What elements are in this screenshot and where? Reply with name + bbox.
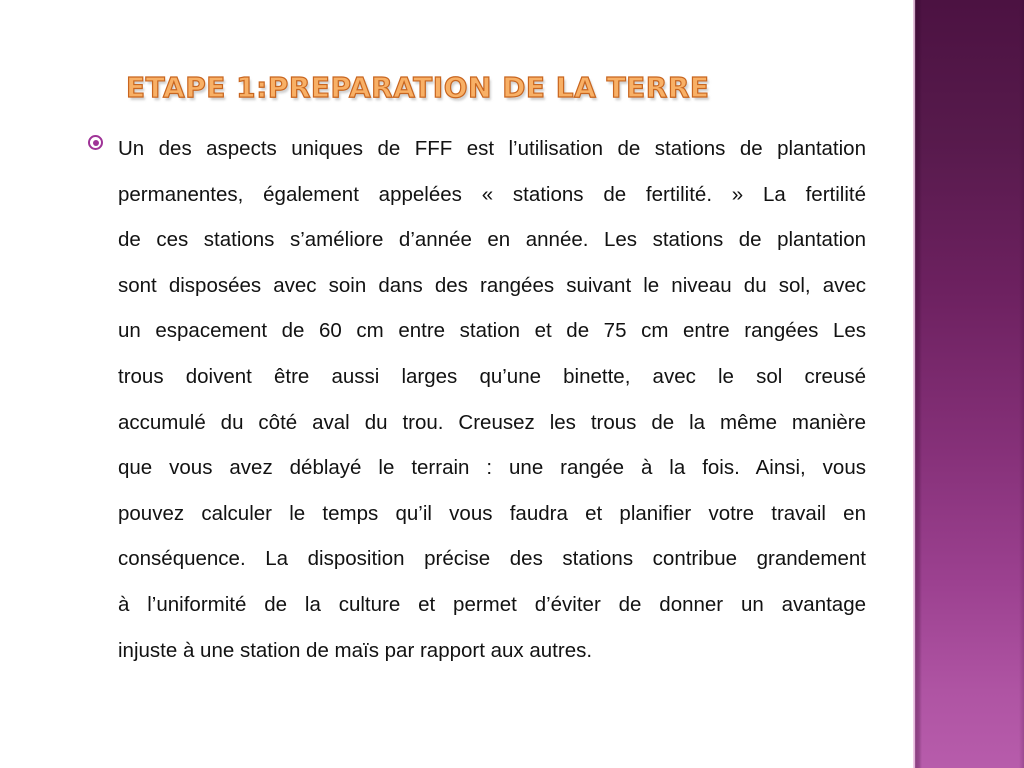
- paragraph: [118, 126, 866, 673]
- decorative-right-border: [913, 0, 1024, 768]
- paragraph-line: un espacement de 60 cm entre station et de 75 cm entre rangées Les: [118, 319, 866, 343]
- paragraph-line: de ces stations s’améliore d’année en année. Les stations de plantation: [118, 228, 866, 252]
- paragraph-line: injuste à une station de maïs par rapport aux autres.: [118, 638, 593, 662]
- target-circle-bullet-icon: [88, 135, 103, 150]
- paragraph-line: trous doivent être aussi larges qu’une binette, avec le sol creusé: [118, 364, 866, 388]
- paragraph-line: pouvez calculer le temps qu’il vous faudra et planifier votre travail en: [118, 501, 866, 525]
- paragraph-line: conséquence. La disposition précise des stations contribue grandement: [118, 547, 866, 571]
- body-paragraph-block: [88, 126, 868, 673]
- paragraph-line: Un des aspects uniques de FFF est l’utilisation de stations de plantation: [118, 137, 866, 160]
- slide-title: ETAPE 1:PREPARATION DE LA TERRE: [126, 70, 710, 104]
- paragraph-line: que vous avez déblayé le terrain : une rangée à la fois. Ainsi, vous: [118, 456, 866, 480]
- paragraph-line: à l’uniformité de la culture et permet d’éviter de donner un avantage: [118, 592, 866, 616]
- bullet-inner-dot: [93, 140, 99, 146]
- paragraph-line: sont disposées avec soin dans des rangées suivant le niveau du sol, avec: [118, 273, 866, 297]
- paragraph-line: accumulé du côté aval du trou. Creusez les trous de la même manière: [118, 410, 866, 434]
- paragraph-line: permanentes, également appelées « stations de fertilité. » La fertilité: [118, 182, 866, 206]
